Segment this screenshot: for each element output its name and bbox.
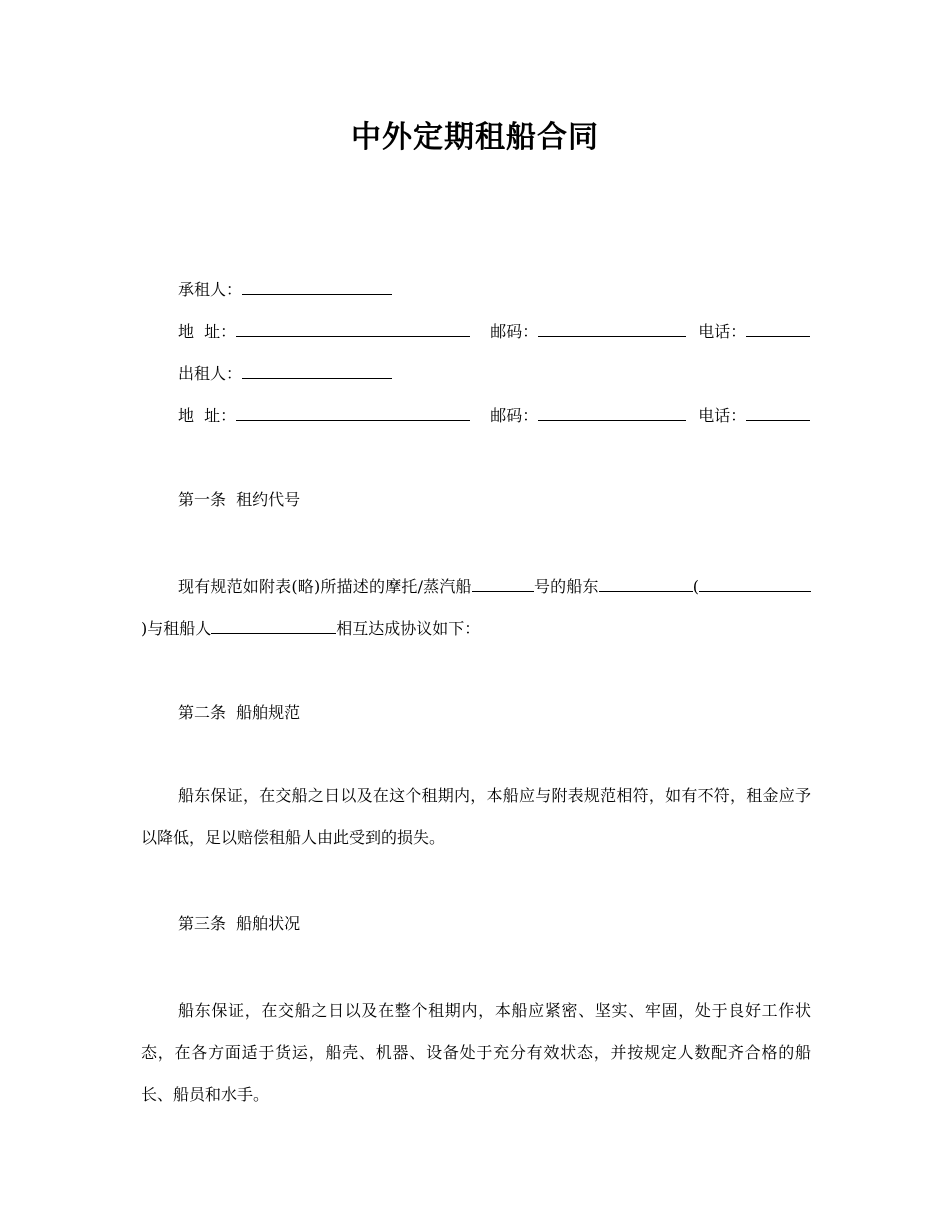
article-3-paragraph: 船东保证，在交船之日以及在整个租期内，本船应紧密、坚实、牢固，处于良好工作状态，在各方面适于货运，船壳、机器、设备处于充分有效状态，并按规定人数配齐合格的船长、船员和水手。 bbox=[141, 1001, 811, 1104]
lessee-phone-blank[interactable] bbox=[746, 320, 810, 337]
article-2-paragraph: 船东保证，在交船之日以及在这个租期内，本船应与附表规范相符，如有不符，租金应予以降低，足以赔偿租船人由此受到的损失。 bbox=[141, 786, 811, 847]
lessee-phone-label: 电话： bbox=[698, 322, 747, 341]
charterer-blank[interactable] bbox=[211, 616, 336, 634]
article-1-text-a: 现有规范如附表(略)所描述的摩托/蒸汽船 bbox=[178, 577, 472, 596]
lessee-postcode-label: 邮码： bbox=[490, 322, 539, 341]
lessor-phone-blank[interactable] bbox=[746, 404, 810, 421]
lessor-blank[interactable] bbox=[242, 362, 392, 379]
article-1-heading: 第一条 租约代号 bbox=[178, 490, 301, 509]
article-3-heading: 第三条 船舶状况 bbox=[178, 914, 301, 933]
shipowner-extra-blank-2[interactable] bbox=[749, 574, 811, 592]
lessee-address-label: 地 址： bbox=[178, 322, 237, 341]
lessee-blank[interactable] bbox=[242, 278, 392, 295]
article-1-text-c: ( bbox=[692, 577, 699, 596]
lessee-row bbox=[178, 278, 392, 301]
article-1-text-e: 相互达成协议如下： bbox=[336, 619, 481, 638]
lessee-address-blank[interactable] bbox=[236, 320, 470, 337]
article-1-paragraph bbox=[141, 566, 811, 650]
lessor-address-blank[interactable] bbox=[236, 404, 470, 421]
article-1-text-b: 号的船东 bbox=[533, 577, 599, 596]
lessor-postcode-label: 邮码： bbox=[490, 406, 539, 425]
lessor-row bbox=[178, 362, 392, 385]
shipowner-extra-blank-1[interactable] bbox=[699, 574, 749, 592]
lessor-address-label: 地 址： bbox=[178, 406, 237, 425]
lessee-postcode-blank[interactable] bbox=[538, 320, 686, 337]
lessor-postcode-blank[interactable] bbox=[538, 404, 686, 421]
document-title: 中外定期租船合同 bbox=[351, 120, 599, 155]
article-2-heading: 第二条 船舶规范 bbox=[178, 703, 301, 722]
article-1-text-d: )与租船人 bbox=[141, 619, 212, 638]
lessee-label: 承租人： bbox=[178, 280, 243, 299]
ship-number-blank[interactable] bbox=[472, 574, 534, 592]
shipowner-blank[interactable] bbox=[599, 574, 693, 592]
lessor-address-row bbox=[178, 404, 810, 427]
lessor-phone-label: 电话： bbox=[698, 406, 747, 425]
lessee-address-row bbox=[178, 320, 810, 343]
lessor-label: 出租人： bbox=[178, 364, 243, 383]
